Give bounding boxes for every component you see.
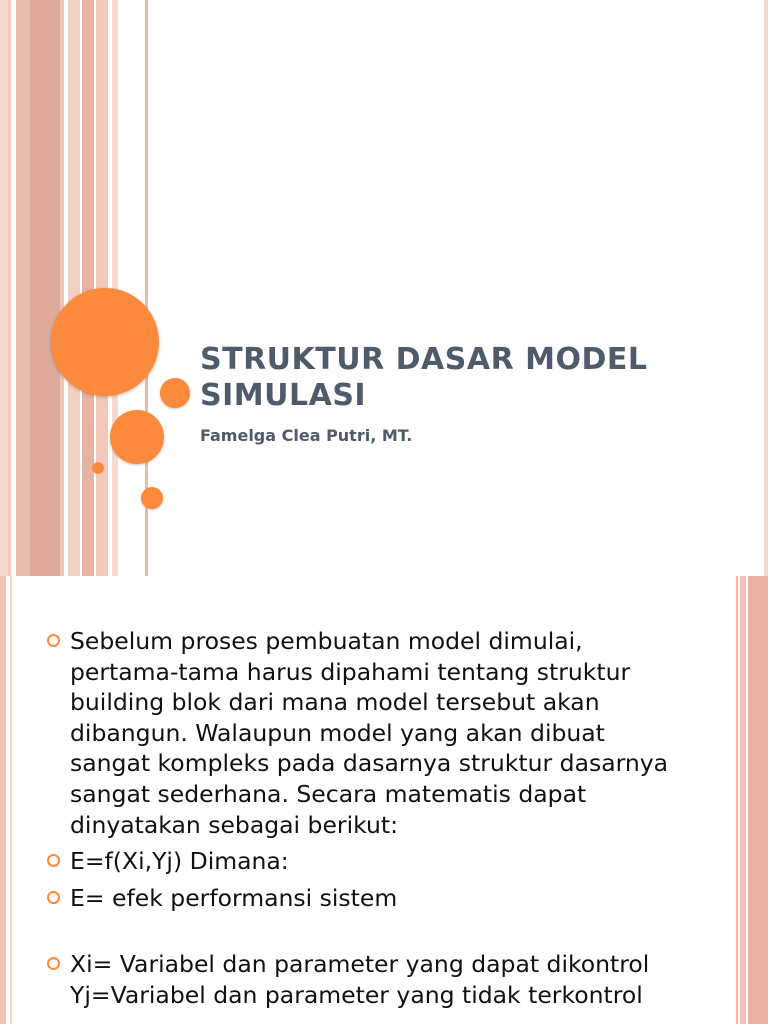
bullet-text-line: dinyatakan sebagai berikut: — [70, 810, 399, 839]
bullet-text-line: Sebelum proses pembuatan model dimulai, — [70, 627, 583, 655]
bullet-text-line: Xi= Variabel dan parameter yang dapat dikontrol — [70, 950, 650, 979]
bullet-item — [46, 883, 736, 914]
decorative-stripe — [82, 0, 94, 576]
decorative-circle-large — [51, 288, 159, 396]
decorative-stripe — [60, 0, 64, 576]
bullet-list — [46, 626, 736, 1011]
content-slide — [0, 576, 768, 1024]
decorative-stripe — [68, 0, 80, 576]
bullet-ring-icon — [47, 891, 60, 904]
bullet-item — [46, 949, 736, 1010]
decorative-stripe — [740, 576, 746, 1024]
decorative-stripe — [0, 576, 6, 1024]
bullet-text-line: E=f(Xi,Yj) Dimana: — [70, 847, 289, 876]
decorative-circle-small — [160, 378, 190, 408]
decorative-stripe — [30, 0, 60, 576]
bullet-ring-icon — [47, 957, 60, 970]
title-slide — [8, 0, 764, 576]
decorative-stripe — [748, 576, 768, 1024]
bullet-item — [46, 626, 736, 840]
slide-title — [200, 342, 720, 414]
bullet-text-line: Yj=Variabel dan parameter yang tidak terkontrol — [70, 980, 643, 1009]
bullet-text-line: sangat sederhana. Secara matematis dapat — [70, 779, 587, 808]
bullet-text-line: building blok dari mana model tersebut akan — [70, 688, 600, 717]
decorative-circle-tiny — [92, 462, 104, 474]
bullet-text-line: sangat kompleks pada dasarnya struktur dasarnya — [70, 749, 669, 778]
bullet-text-line: dibangun. Walaupun model yang akan dibuat — [70, 718, 605, 747]
slide-subtitle-author: Famelga Clea Putri, MT. — [200, 426, 413, 445]
decorative-stripe — [10, 576, 12, 1024]
decorative-stripe — [736, 576, 738, 1024]
bullet-item — [46, 846, 736, 877]
bullet-text-line: E= efek performansi sistem — [70, 883, 398, 912]
decorative-stripe — [8, 0, 11, 576]
bullet-ring-icon — [47, 634, 60, 647]
bullet-text-line: pertama-tama harus dipahami tentang struktur — [70, 657, 631, 686]
slide-title-line: SIMULASI — [200, 378, 367, 413]
bullet-ring-icon — [47, 854, 60, 867]
slide-title-line: STRUKTUR DASAR MODEL — [200, 342, 648, 377]
decorative-circle-medium — [110, 410, 164, 464]
decorative-circle-small — [141, 487, 163, 509]
decorative-stripe — [16, 0, 30, 576]
